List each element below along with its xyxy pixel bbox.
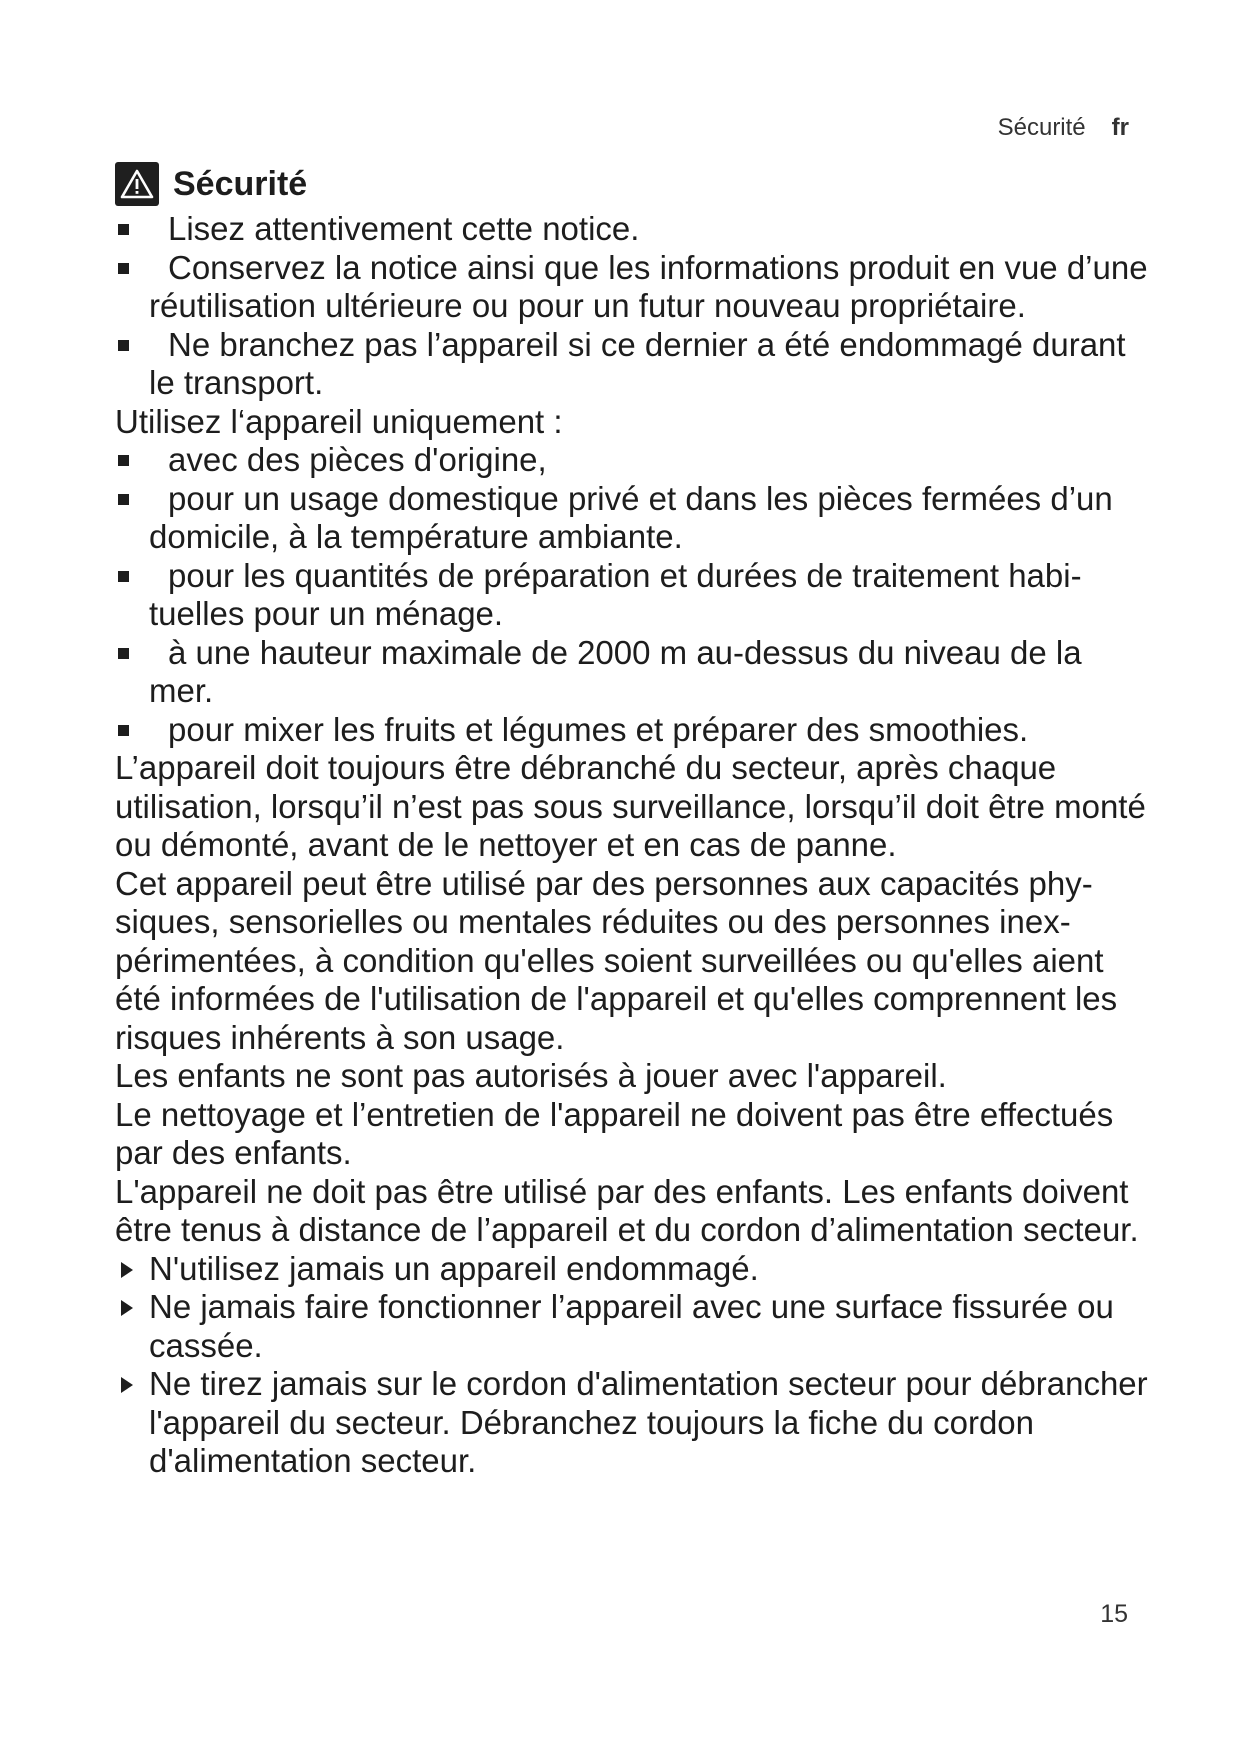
list-item: N'utilisez jamais un appareil endommagé. xyxy=(115,1250,1150,1289)
square-bullet-icon xyxy=(118,494,129,505)
warning-icon xyxy=(115,162,159,206)
list-item: pour mixer les fruits et légumes et préparer des smoothies. xyxy=(115,711,1150,750)
usage-intro: Utilisez l‘appareil uniquement : xyxy=(115,402,563,440)
square-bullet-icon xyxy=(118,725,129,736)
square-bullet-icon xyxy=(118,224,129,235)
general-instructions-list xyxy=(115,210,1150,403)
square-bullet-icon xyxy=(118,340,129,351)
list-item: Ne tirez jamais sur le cordon d'alimentation secteur pour débrancher l'appareil du secteur. Débranchez toujours la fiche du cordon d'alimentation secteur. xyxy=(115,1365,1150,1481)
header-language-code: fr xyxy=(1111,114,1129,141)
square-bullet-icon xyxy=(118,648,129,659)
list-item: pour un usage domestique privé et dans les pièces fermées d’un domicile, à la température ambiante. xyxy=(115,480,1150,557)
list-item: Ne jamais faire fonctionner l’appareil avec une surface fissurée ou cassée. xyxy=(115,1288,1150,1365)
list-item: Conservez la notice ainsi que les informations produit en vue d’une réutilisation ultérieure ou pour un futur nouveau propriétaire. xyxy=(115,249,1150,326)
list-item: pour les quantités de préparation et durées de traitement habituelles pour un ménage. xyxy=(115,557,1150,634)
section-heading xyxy=(115,160,1150,208)
safety-section xyxy=(115,160,1150,1481)
triangle-arrow-icon xyxy=(121,1262,133,1278)
square-bullet-icon xyxy=(118,455,129,466)
section-title: Sécurité xyxy=(173,164,308,203)
paragraph-unplug: L’appareil doit toujours être débranché du secteur, après chaque utilisation, lorsqu’il n’est pas sous surveillance, lorsqu’il doit être monté ou démonté, avant de le nettoyer et en cas de panne. xyxy=(115,749,1146,863)
running-header xyxy=(998,114,1129,142)
paragraph-children-use: L'appareil ne doit pas être utilisé par des enfants. Les enfants doivent être tenus à distance de l’appareil et du cordon d’alimentation secteur. xyxy=(115,1172,1139,1248)
list-item: avec des pièces d'origine, xyxy=(115,441,1150,480)
page-number: 15 xyxy=(1100,1600,1128,1628)
triangle-arrow-icon xyxy=(121,1377,133,1393)
action-instructions-list xyxy=(115,1250,1150,1481)
square-bullet-icon xyxy=(118,571,129,582)
triangle-arrow-icon xyxy=(121,1300,133,1316)
paragraph-children-cleaning: Le nettoyage et l’entretien de l'appareil ne doivent pas être effectués par des enfants. xyxy=(115,1095,1114,1171)
list-item: à une hauteur maximale de 2000 m au-dessus du niveau de la mer. xyxy=(115,634,1150,711)
usage-conditions-list xyxy=(115,441,1150,749)
list-item: Lisez attentivement cette notice. xyxy=(115,210,1150,249)
list-item: Ne branchez pas l’appareil si ce dernier a été endommagé durant le transport. xyxy=(115,326,1150,403)
paragraph-reduced-capacity: Cet appareil peut être utilisé par des personnes aux capacités physiques, sensorielles ou mentales réduites ou des personnes inexpérimentées, à condition qu'elles soient surveillées ou qu'elles aient été informées de l'utilisation de l'appareil et qu'elles comprennent les risques inhérents à son usage. xyxy=(115,864,1118,1056)
header-section-label: Sécurité xyxy=(997,114,1086,141)
square-bullet-icon xyxy=(118,263,129,274)
paragraph-children-play: Les enfants ne sont pas autorisés à jouer avec l'appareil. xyxy=(115,1057,947,1094)
